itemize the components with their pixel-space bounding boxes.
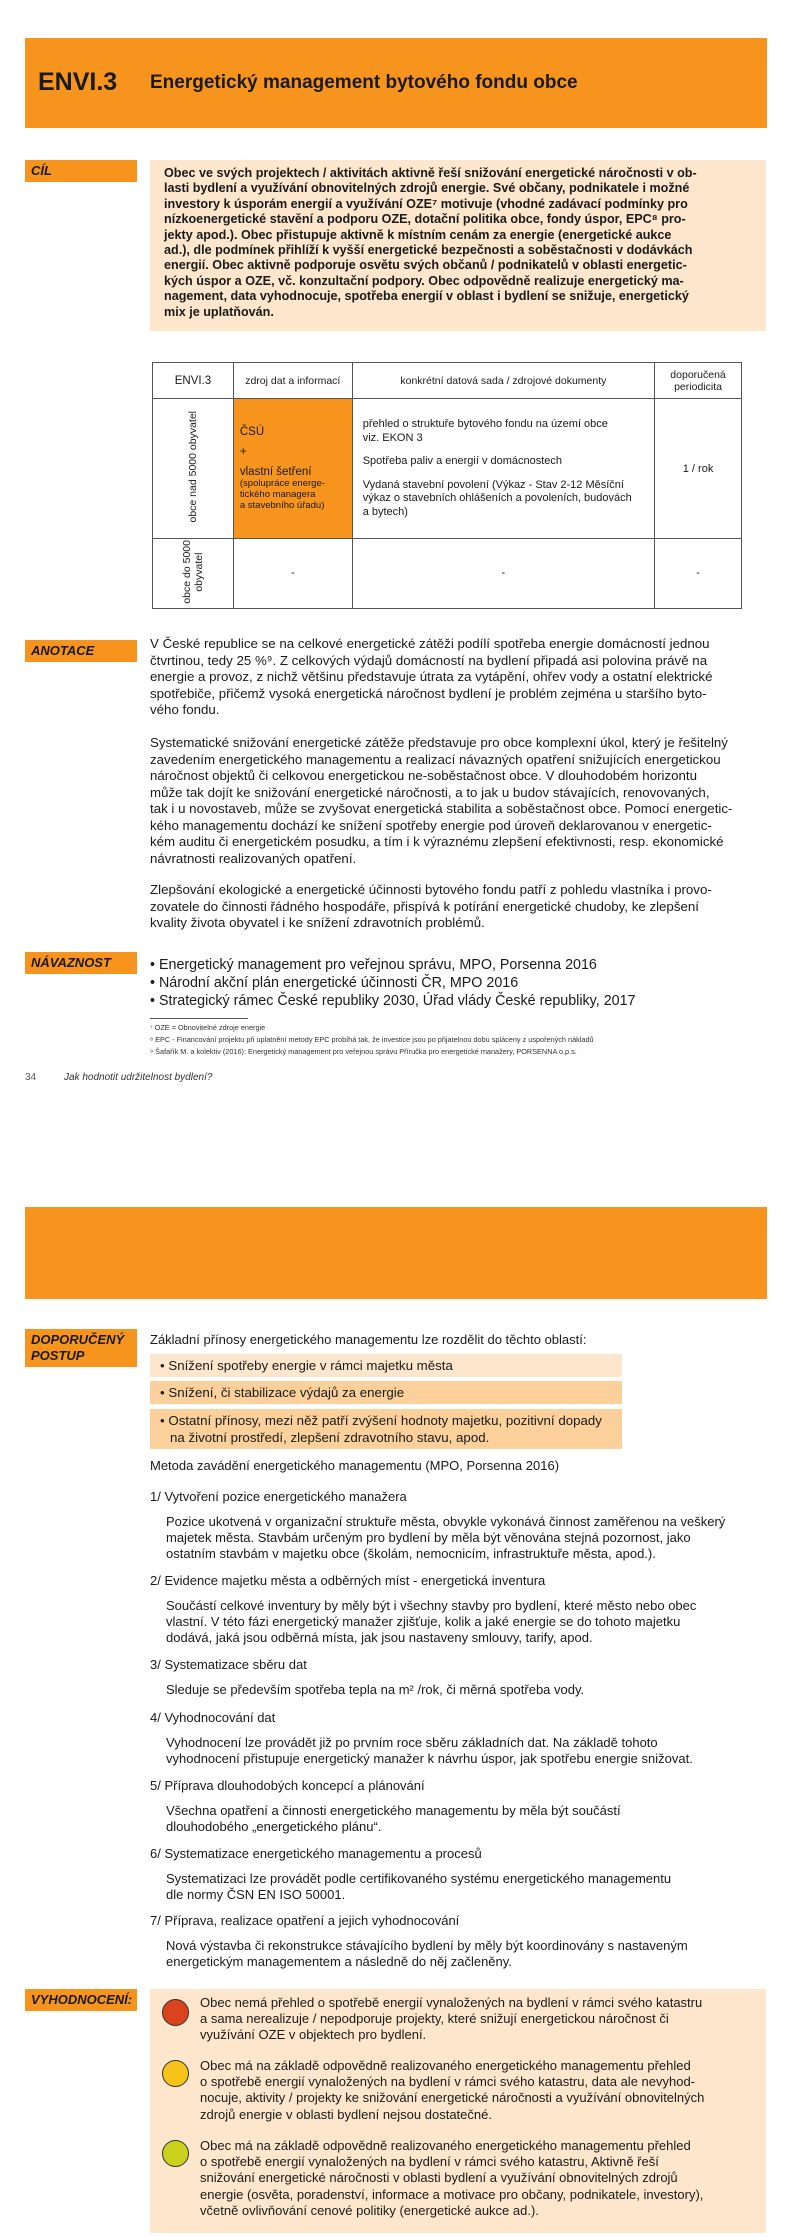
table-header-row	[153, 363, 742, 399]
source-plus: +	[239, 446, 247, 458]
evaluation-line: o spotřebě energií vynaložených na bydlení v rámci svého katastru, Aktivně řeší	[200, 2154, 659, 2170]
data-source-table	[152, 362, 742, 609]
label-line: POSTUP	[31, 1348, 85, 1363]
goal-line: energií. Obec aktivně podporuje osvětu svých občanů / podnikatelů v oblasti energetic-	[164, 258, 687, 273]
header-band	[25, 1207, 767, 1299]
table-header-cell: zdroj dat a informací	[233, 363, 352, 399]
label-line: DOPORUČENÝ	[31, 1332, 125, 1347]
step-line: Všechna opatření a činnosti energetického managementu by měla být součástí	[166, 1803, 621, 1818]
goal-line: nagement, data vyhodnocuje, spotřeba energií v oblast i bydlení se snižuje, energetický	[164, 289, 689, 304]
benefit-item: • Snížení spotřeby energie v rámci majetku města	[150, 1354, 622, 1377]
evaluation-line: energie (osvěta, poradenství, informace a motivace pro občany, podnikatele, investory),	[200, 2186, 704, 2202]
step-title: 1/ Vytvoření pozice energetického manažera	[150, 1489, 407, 1504]
benefit-item: • Snížení, či stabilizace výdajů za energie	[150, 1381, 622, 1404]
annotation-line: zovatele do činnosti řádného hospodáře, přispívá k potírání energetické chudoby, ke zlepšení	[150, 898, 699, 914]
step-line: Pozice ukotvená v organizační struktuře města, obvykle vykonává činnost zaměřenou na veškerý	[166, 1514, 726, 1529]
section-label-cil: CÍL	[25, 160, 137, 182]
row-label-line: obce do 5000	[180, 540, 193, 604]
step-line: dodává, jaká jsou odběrná místa, jak jsou nastaveny smlouvy, tarify, apod.	[166, 1630, 593, 1646]
yellow-traffic-light-icon	[162, 2060, 189, 2087]
list-item: • Energetický management pro veřejnou správu, MPO, Porsenna 2016	[150, 957, 597, 973]
section-label-anotace: ANOTACE	[25, 640, 137, 662]
green-traffic-light-icon	[162, 2140, 189, 2167]
footnote: ⁷ OZE = Obnovitelné zdroje energie	[150, 1023, 266, 1032]
row-label-cell	[153, 399, 234, 539]
annotation-line: náročnost objektů či celkovou energetickou ne-soběstačnost obce. V dlouhodobém horizontu	[150, 768, 697, 783]
annotation-line: Zlepšování ekologické a energetické účinnosti bytového fondu patří z pohledu vlastníka i provo-	[150, 882, 712, 897]
step-body	[166, 1871, 766, 1903]
dataset-item	[363, 455, 644, 469]
source-note-line: a stavebního úřadu)	[239, 500, 325, 511]
step-body	[166, 1514, 766, 1563]
evaluation-line: Obec nemá přehled o spotřebě energií vynaložených na bydlení v rámci svého katastru	[200, 1995, 703, 2010]
step-body	[166, 1803, 766, 1835]
benefit-item	[150, 1409, 622, 1449]
step-line: majetek města. Stavbám určeným pro bydlení by měla být věnována stejná pozornost, jako	[166, 1530, 691, 1546]
evaluation-item	[200, 2138, 756, 2219]
step-title: 2/ Evidence majetku města a odběrných míst - energetická inventura	[150, 1573, 546, 1588]
evaluation-line: snižování energetické náročnosti v oblasti bydlení a využívání obnovitelných zdrojů	[200, 2170, 678, 2186]
annotation-line: Systematické snižování energetické zátěže představuje pro obce komplexní úkol, který je řešitelný	[150, 735, 728, 750]
footnote-divider	[150, 1018, 248, 1019]
table-row	[153, 539, 742, 609]
source-cell	[233, 399, 352, 539]
row-label	[181, 540, 205, 604]
table-header-cell	[655, 363, 742, 399]
footnotes	[150, 1022, 766, 1058]
list-item-text: Energetický management pro veřejnou správu, MPO, Porsenna 2016	[158, 957, 597, 973]
goal-line: nízkoenergetické stavění a podporu OZE, dotační politika obce, fondy úspor, EPC⁸ pro-	[164, 212, 686, 227]
section-label-postup	[25, 1329, 137, 1367]
row-label-line: obyvatel	[192, 552, 205, 592]
dataset-item	[363, 418, 644, 445]
goal-line: investory k úsporám energií a využívání OZE⁷ motivuje (vhodné zadávací podmínky pro	[164, 196, 688, 211]
evaluation-line: nocuje, aktivity / projekty ke snižování energetické náročnosti a využívání obnovitelných	[200, 2090, 705, 2106]
red-traffic-light-icon	[162, 1999, 189, 2026]
step-line: vyhodnocení přistupuje energetický manažer k návrhu úspor, jak spotřebu energie snižovat.	[166, 1751, 693, 1767]
goal-box	[150, 160, 766, 331]
table-header-cell: konkrétní datová sada / zdrojové dokumenty	[352, 363, 654, 399]
annotation-line: kém auditu či energetickém posudku, a tím i k výraznému zlepšení efektivnosti, resp. ekonomické	[150, 834, 724, 849]
step-line: dle normy ČSN EN ISO 50001.	[166, 1887, 346, 1903]
footnote: ⁹ Šafařík M. a kolektiv (2016): Energetický management pro veřejnou správu Příručka pro energetické manažery, PORSENNA o.p.s.	[150, 1047, 577, 1056]
list-item: • Národní akční plán energetické účinnosti ČR, MPO 2016	[150, 975, 519, 991]
dataset-line: výkaz o stavebních ohlášeních a povoleních, budovách	[362, 492, 632, 504]
source-note-line: (spolupráce energe-	[239, 478, 325, 489]
benefit-line: na životní prostředí, zlepšení zdravotního stavu, apod.	[170, 1430, 490, 1445]
row-label-cell	[153, 539, 234, 609]
dataset-cell: -	[352, 539, 654, 609]
annotation-line: tak i u novostaveb, může se zvyšovat energetická stabilita a soběstačnost obce. Pomocí energetic-	[150, 801, 733, 816]
step-body	[166, 1735, 766, 1767]
goal-line: jekty apod.). Obec přistupuje aktivně k místním cenám za energie (energetické aukce	[164, 227, 672, 242]
evaluation-item	[200, 2058, 756, 2123]
dataset-item	[363, 479, 644, 520]
evaluation-line: včetně ovlivňování cenové politiky (energetické aukce ad.).	[200, 2202, 539, 2218]
section-label-navaznost: NÁVAZNOST	[25, 952, 137, 974]
step-line: Součástí celkové inventury by měly být i všechny stavby pro bydlení, které město nebo obec	[166, 1598, 697, 1613]
goal-line: kých úspor a OZE, vč. konzultační podpory. Obec odpovědně realizuje energetický ma-	[164, 273, 684, 288]
step-line: Systematizaci lze provádět podle certifikovaného systému energetického managementu	[166, 1871, 672, 1886]
goal-line: Obec ve svých projektech / aktivitách aktivně řeší snižování energetické náročnosti v ob-	[164, 166, 697, 180]
evaluation-line: Obec má na základě odpovědně realizovaného energetického managementu přehled	[200, 2138, 691, 2153]
step-title: 7/ Příprava, realizace opatření a jejich vyhodnocování	[150, 1913, 460, 1928]
row-label: obce nad 5000 obyvatel	[186, 411, 199, 523]
goal-line: mix je uplatňován.	[164, 304, 274, 319]
step-line: Nová výstavba či rekonstrukce stávajícího bydlení by měly být koordinovány s nastaveným	[166, 1938, 688, 1953]
annotation-line: kého managementu dochází ke snížení spotřeby energie pod úroveň deklarovanou v energetic-	[150, 817, 712, 833]
procedure-intro: Základní přínosy energetického managementu lze rozdělit do těchto oblastí:	[150, 1332, 587, 1347]
dataset-cell	[352, 399, 654, 539]
source-own: vlastní šetření	[239, 466, 312, 478]
list-item-text: Národní akční plán energetické účinnosti ČR, MPO 2016	[158, 975, 519, 991]
annotation-line: spotřebiče, přičemž vysoká energetická náročnost bydlení je problém zejména u staršího byto-	[150, 685, 707, 701]
evaluation-line: využívání OZE v objektech pro bydlení.	[200, 2027, 427, 2043]
annotation-line: V České republice se na celkové energetické zátěži podílí spotřeba energie domácností jednou	[150, 636, 710, 651]
evaluation-line: a sama nerealizuje / nepodporuje projekty, které snižují energetickou náročnost či	[200, 2011, 669, 2027]
step-body	[166, 1682, 766, 1698]
annotation-paragraph	[150, 636, 766, 719]
annotation-line: návratnosti realizovaných opatření.	[150, 850, 357, 866]
evaluation-item	[200, 1995, 756, 2044]
table-header-cell: ENVI.3	[153, 363, 234, 399]
table-row	[153, 399, 742, 539]
step-body	[166, 1938, 766, 1970]
step-line: vlastní. V této fázi energetický manažer zjišťuje, kolik a jaké energie se do tohoto majetku	[166, 1614, 681, 1630]
related-docs-list	[150, 956, 766, 1010]
step-title: 6/ Systematizace energetického managementu a procesů	[150, 1846, 482, 1861]
step-title: 4/ Vyhodnocování dat	[150, 1710, 276, 1725]
dataset-line: Spotřeba paliv a energií v domácnostech	[362, 455, 563, 467]
goal-line: ad.), dle podmínek přihlíží k vyšší energetické bezpečnosti a soběstačnosti v dodávkách	[164, 243, 693, 258]
step-line: ostatním stavbám v majetku obce (školám, nemocnicím, infrastruktuře města, apod.).	[166, 1546, 656, 1562]
step-title: 3/ Systematizace sběru dat	[150, 1657, 307, 1672]
footnote: ⁸ EPC - Financování projektu při uplatnění metody EPC probíhá tak, že investice jsou po přijatelnou dobu spláceny z uspořených nákladů	[150, 1035, 594, 1044]
list-item-text: Strategický rámec České republiky 2030, Úřad vlády České republiky, 2017	[158, 993, 636, 1009]
evaluation-line: zdrojů energie v oblasti bydlení nejsou dostatečné.	[200, 2106, 492, 2122]
page-title: Energetický management bytového fondu obce	[150, 72, 578, 93]
annotation-line: vého fondu.	[150, 702, 220, 717]
dataset-line: a bytech)	[362, 505, 408, 518]
indicator-code: ENVI.3	[38, 68, 118, 96]
period-cell: -	[655, 539, 742, 609]
source-main: ČSÚ	[239, 426, 265, 438]
annotation-paragraph	[150, 735, 766, 867]
list-item: • Strategický rámec České republiky 2030, Úřad vlády České republiky, 2017	[150, 993, 636, 1009]
annotation-line: čtvrtinou, tedy 25 %⁹. Z celkových výdajů domácností na bydlení připadá asi polovina právě na	[150, 652, 708, 668]
page-footer-title: Jak hodnotit udržitelnost bydlení?	[64, 1072, 213, 1083]
source-note	[240, 478, 346, 511]
benefit-line: • Ostatní přínosy, mezi něž patří zvýšení hodnoty majetku, pozitivní dopady	[160, 1413, 602, 1428]
dataset-line: Vydaná stavební povolení (Výkaz - Stav 2-12 Měsíční	[362, 478, 624, 491]
annotation-line: energie a provoz, z nichž většinu představuje útrata za vytápění, ohřev vody a ostatní elektrické	[150, 669, 713, 684]
evaluation-line: o spotřebě energií vynaložených na bydlení v rámci svého katastru, data ale nevyhod-	[200, 2074, 696, 2090]
step-line: energetickým managementem a následně do něj začleněny.	[166, 1954, 512, 1970]
period-cell: 1 / rok	[655, 399, 742, 539]
step-line: Vyhodnocení lze provádět již po prvním roce sběru základních dat. Na základě tohoto	[166, 1735, 658, 1750]
annotation-paragraph	[150, 882, 766, 932]
step-line: Sleduje se především spotřeba tepla na m² /rok, či měrná spotřeba vody.	[166, 1682, 585, 1697]
evaluation-line: Obec má na základě odpovědně realizovaného energetického managementu přehled	[200, 2058, 691, 2073]
annotation-line: může tak dojít ke snižování energetické náročnosti, a to jak u budov stávajících, renovovaných,	[150, 784, 710, 800]
step-title: 5/ Příprava dlouhodobých koncepcí a plánování	[150, 1778, 425, 1793]
method-title: Metoda zavádění energetického managementu (MPO, Porsenna 2016)	[150, 1458, 560, 1473]
step-body	[166, 1598, 766, 1647]
dataset-line: viz. EKON 3	[362, 431, 423, 444]
source-cell: -	[233, 539, 352, 609]
dataset-line: přehled o struktuře bytového fondu na území obce	[362, 418, 608, 430]
source-note-line: tického managera	[239, 489, 316, 500]
step-line: dlouhodobého „energetického plánu“.	[166, 1819, 382, 1835]
table-header-text: doporučená periodicita	[670, 368, 726, 393]
page-number: 34	[25, 1072, 37, 1083]
goal-line: lasti bydlení a využívání obnovitelných zdrojů energie. Své občany, podnikatele i možné	[164, 181, 690, 196]
section-label-vyhodnoceni: VYHODNOCENÍ:	[25, 1989, 137, 2011]
annotation-line: kvality života obyvatel i ke snížení zdravotních problémů.	[150, 915, 485, 930]
annotation-line: zavedením energetického managementu a realizací návazných opatření snižujících energetickou	[150, 751, 721, 767]
